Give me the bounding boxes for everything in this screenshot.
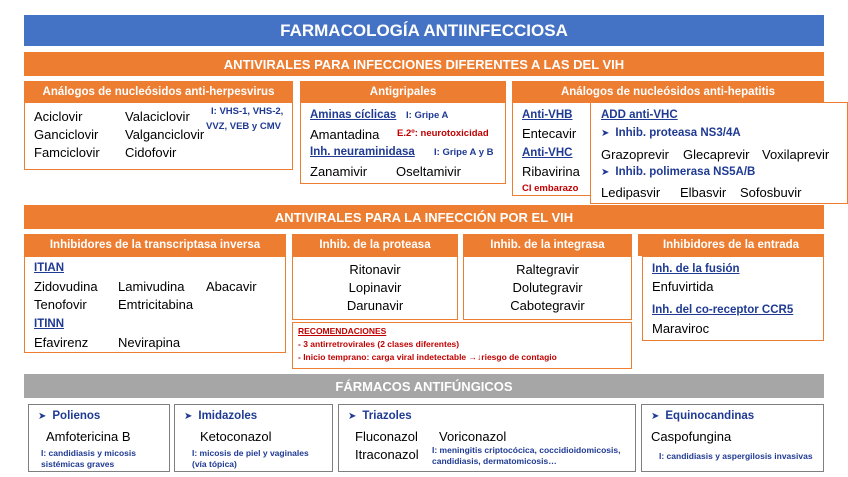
drug-aciclovir: Aciclovir: [34, 109, 83, 124]
triazoles-box: [338, 404, 636, 472]
imidazoles-note-line2: (vía tópica): [192, 459, 237, 469]
arrow-bullet-icon: ➤: [651, 411, 660, 422]
antigripales-header: [300, 81, 506, 102]
drug-lamivudina: Lamivudina: [118, 279, 185, 294]
aminas-ciclicas-note: I: Gripe A: [406, 110, 449, 121]
triazoles-note-line2: candidiasis, dermatomicosis…: [432, 456, 557, 466]
imidazoles-note-line1: I: micosis de piel y vaginales: [192, 448, 309, 458]
drug-voriconazol: Voriconazol: [439, 429, 507, 444]
protease-ns34a-row: [601, 127, 741, 139]
polienos-label: Polienos: [52, 410, 101, 422]
integrase-header: [463, 234, 632, 256]
drug-ribavirina: Ribavirina: [522, 164, 580, 179]
hiv-protease-header-text: Inhib. de la proteasa: [319, 239, 431, 251]
drug-abacavir: Abacavir: [206, 279, 257, 294]
section-non-hiv-antivirals-bar: [24, 52, 824, 76]
rt-header: [24, 234, 286, 256]
anti-vhc-label: Anti-VHC: [522, 147, 573, 159]
arrow-bullet-icon: ➤: [601, 128, 610, 139]
polienos-box: [28, 404, 170, 472]
page-title: [24, 15, 824, 46]
drug-grazoprevir: Grazoprevir: [601, 147, 669, 162]
drug-emtricitabina: Emtricitabina: [118, 297, 194, 312]
drug-amfotericina-b: Amfotericina B: [46, 429, 131, 444]
drug-ledipasvir: Ledipasvir: [601, 185, 661, 200]
drug-efavirenz: Efavirenz: [34, 335, 89, 350]
hepatitis-left-box: [512, 102, 592, 196]
drug-caspofungina: Caspofungina: [651, 429, 732, 444]
equinocandinas-header: [651, 410, 754, 422]
entry-header: [638, 234, 824, 256]
rt-header-text: Inhibidores de la transcriptasa inversa: [49, 239, 261, 251]
arrow-bullet-icon: ➤: [348, 411, 357, 422]
drug-elbasvir: Elbasvir: [680, 185, 727, 200]
recommendation-line1: - 3 antirretrovirales (2 clases diferentes): [298, 339, 460, 349]
drug-enfuvirtida: Enfuvirtida: [652, 279, 714, 294]
equinocandinas-note: I: candidiasis y aspergilosis invasivas: [659, 451, 813, 461]
imidazoles-label: Imidazoles: [198, 410, 258, 422]
herpes-header-text: Análogos de nucleósidos anti-herpesvirus: [42, 85, 275, 98]
herpes-indication-line2: VVZ, VEB y CMV: [206, 121, 281, 132]
polienos-note-line2: sistémicas graves: [41, 459, 115, 469]
hiv-protease-header: [292, 234, 458, 256]
polienos-header: [38, 410, 100, 422]
herpes-indication-line1: I: VHS-1, VHS-2,: [211, 106, 284, 117]
drug-cabotegravir: Cabotegravir: [510, 298, 585, 313]
add-anti-vhc-label: ADD anti-VHC: [601, 109, 678, 121]
drug-famciclovir: Famciclovir: [34, 145, 100, 160]
integrase-header-text: Inhib. de la integrasa: [490, 239, 605, 251]
imidazoles-box: [174, 404, 333, 472]
drug-dolutegravir: Dolutegravir: [512, 280, 583, 295]
section-hiv-antivirals-bar: [24, 205, 824, 229]
hepatitis-header-text: Análogos de nucleósidos anti-hepatitis: [560, 85, 776, 98]
drug-oseltamivir: Oseltamivir: [396, 164, 462, 179]
triazoles-label: Triazoles: [362, 410, 412, 422]
drug-fluconazol: Fluconazol: [355, 429, 418, 444]
drug-nevirapina: Nevirapina: [118, 335, 181, 350]
polymerase-ns5ab-row: [601, 166, 755, 178]
antigripales-header-text: Antigripales: [369, 85, 437, 98]
drug-glecaprevir: Glecaprevir: [683, 147, 750, 162]
ribavirina-ci-note: CI embarazo: [522, 183, 579, 194]
imidazoles-header: [184, 410, 257, 422]
itinn-label: ITINN: [34, 318, 65, 330]
drug-ketoconazol: Ketoconazol: [200, 429, 272, 444]
amantadina-side-effect: E.2º: neurotoxicidad: [397, 128, 489, 139]
section-hiv-title: ANTIVIRALES PARA LA INFECCIÓN POR EL VIH: [274, 209, 574, 225]
equinocandinas-box: [641, 404, 824, 472]
section-antifungals-bar: [24, 374, 824, 398]
entry-box: [642, 256, 824, 341]
protease-ns34a-label: Inhib. proteasa NS3/4A: [615, 127, 741, 139]
page-title-text: FARMACOLOGÍA ANTIINFECCIOSA: [280, 20, 568, 40]
drug-ganciclovir: Ganciclovir: [34, 127, 99, 142]
section-non-hiv-title: ANTIVIRALES PARA INFECCIONES DIFERENTES A LAS DEL VIH: [223, 56, 625, 72]
drug-maraviroc: Maraviroc: [652, 321, 710, 336]
drug-tenofovir: Tenofovir: [34, 297, 87, 312]
drug-darunavir: Darunavir: [346, 298, 404, 313]
recommendations-box: [292, 322, 632, 369]
drug-amantadina: Amantadina: [310, 127, 380, 142]
arrow-bullet-icon: ➤: [38, 411, 47, 422]
drug-zanamivir: Zanamivir: [310, 164, 368, 179]
fusion-label: Inh. de la fusión: [652, 263, 740, 275]
antigripales-box: [300, 102, 506, 184]
recommendation-line2: - Inicio temprano: carga viral indetectable →↓riesgo de contagio: [298, 352, 557, 362]
equinocandinas-label: Equinocandinas: [665, 410, 755, 422]
aminas-ciclicas-label: Aminas cíclicas: [310, 109, 397, 121]
anti-vhb-label: Anti-VHB: [522, 109, 573, 121]
drug-zidovudina: Zidovudina: [34, 279, 98, 294]
drug-lopinavir: Lopinavir: [348, 280, 402, 295]
drug-sofosbuvir: Sofosbuvir: [740, 185, 802, 200]
neuraminidasa-note: I: Gripe A y B: [434, 147, 494, 158]
drug-valganciclovir: Valganciclovir: [125, 127, 205, 142]
herpes-header: [24, 81, 293, 102]
neuraminidasa-label: Inh. neuraminidasa: [310, 146, 415, 158]
polienos-note-line1: I: candidiasis y micosis: [41, 448, 136, 458]
rt-box: [24, 256, 286, 353]
drug-ritonavir: Ritonavir: [349, 262, 401, 277]
triazoles-header: [348, 410, 412, 422]
itian-label: ITIAN: [34, 262, 65, 274]
ccr5-label: Inh. del co-receptor CCR5: [652, 304, 794, 316]
polymerase-ns5ab-label: Inhib. polimerasa NS5A/B: [615, 166, 756, 178]
drug-valaciclovir: Valaciclovir: [125, 109, 190, 124]
hepatitis-header: [512, 81, 824, 102]
drug-cidofovir: Cidofovir: [125, 145, 177, 160]
triazoles-note-line1: I: meningitis criptocócica, coccidioidomicosis,: [432, 445, 621, 455]
entry-header-text: Inhibidores de la entrada: [662, 239, 800, 251]
arrow-bullet-icon: ➤: [601, 167, 610, 178]
recommendations-title: RECOMENDACIONES: [298, 326, 387, 336]
drug-itraconazol: Itraconazol: [355, 447, 419, 462]
drug-raltegravir: Raltegravir: [516, 262, 579, 277]
hepatitis-right-box: [590, 102, 848, 204]
drug-voxilaprevir: Voxilaprevir: [762, 147, 830, 162]
drug-entecavir: Entecavir: [522, 126, 577, 141]
integrase-box: [463, 256, 632, 320]
hiv-protease-box: [292, 256, 458, 320]
herpes-box: [24, 102, 293, 170]
arrow-bullet-icon: ➤: [184, 411, 193, 422]
section-antifungals-title: FÁRMACOS ANTIFÚNGICOS: [335, 378, 513, 394]
